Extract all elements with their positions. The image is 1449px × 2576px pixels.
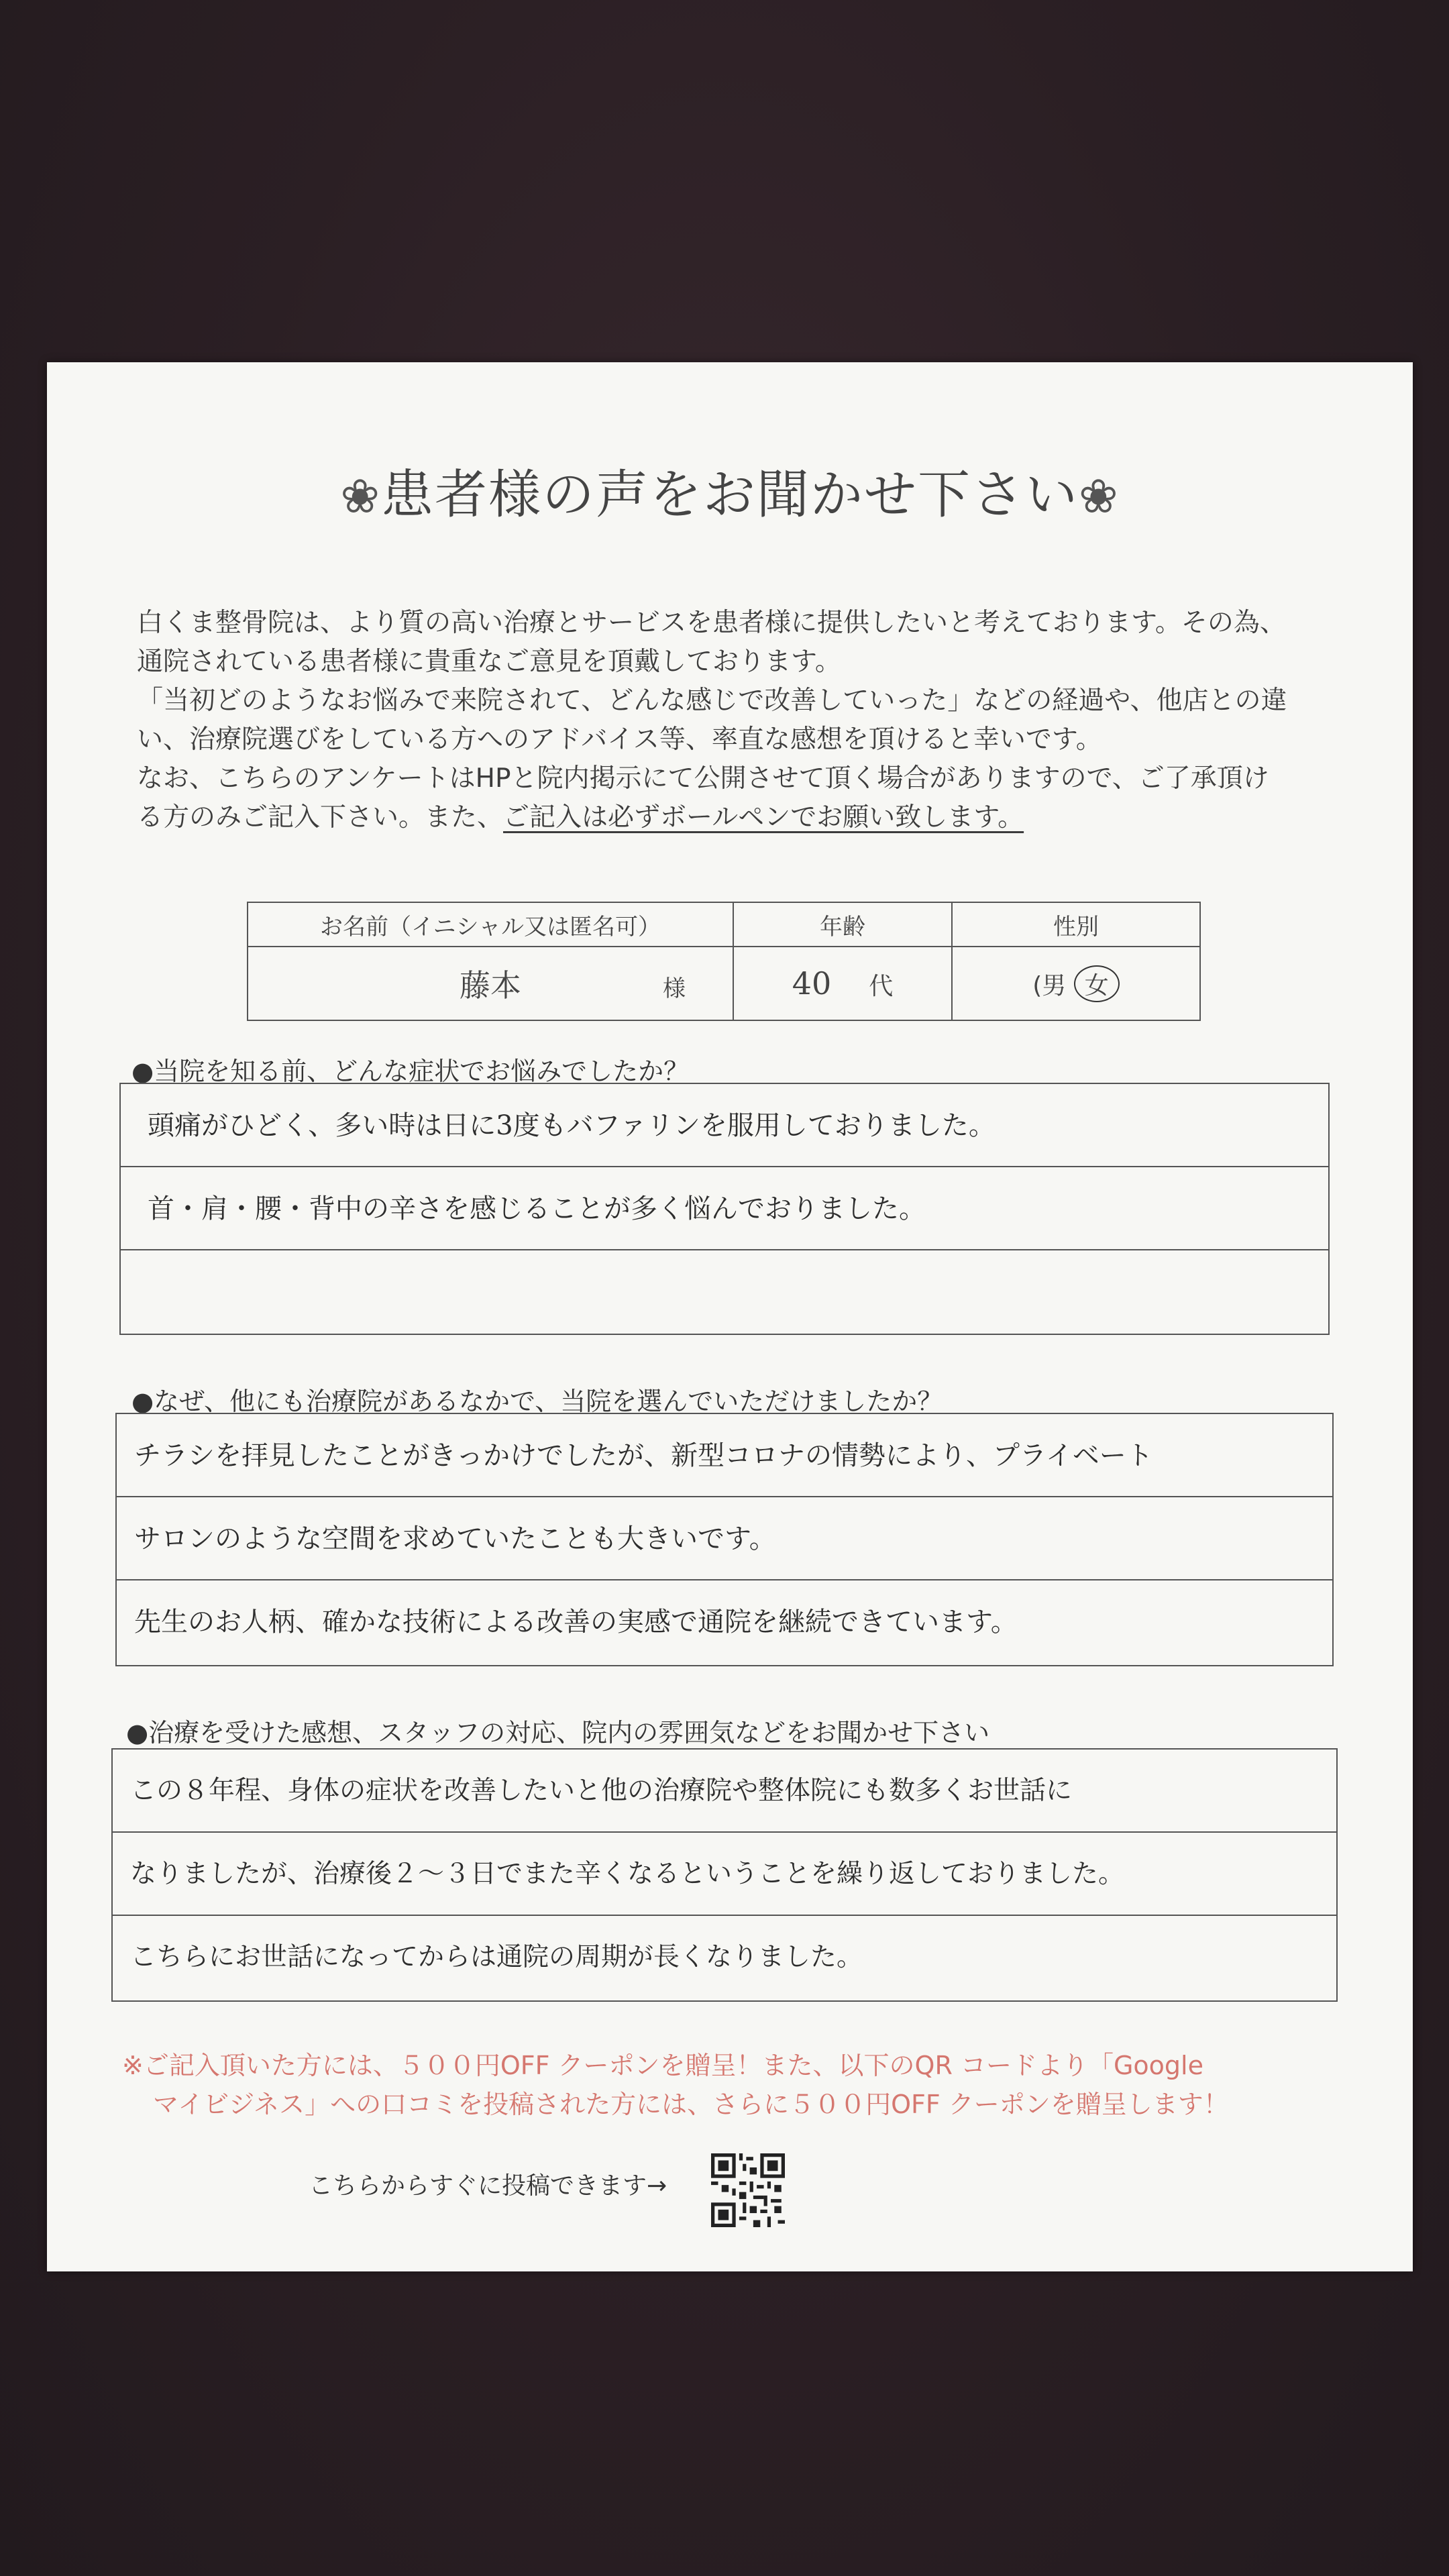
survey-sheet (47, 362, 1413, 2271)
gender-male: (男 (1032, 971, 1067, 1000)
intro-line: る方のみご記入下さい。また、ご記入は必ずボールペンでお願い致します。 (137, 802, 1024, 833)
page-title: ❀患者様の声をお聞かせ下さい❀ (340, 465, 1120, 525)
q1-heading: ●当院を知る前、どんな症状でお悩みでしたか？ (131, 1057, 690, 1086)
q3-line: この８年程、身体の症状を改善したいと他の治療院や整体院にも数多くお世話に (113, 1750, 1336, 1833)
qr-code-icon[interactable] (711, 2153, 785, 2227)
coupon-note (122, 2046, 1370, 2124)
q3-heading: ●治療を受けた感想、スタッフの対応、院内の雰囲気などをお聞かせ下さい (126, 1718, 990, 1748)
coupon-note-line: マイビジネス」への口コミを投稿された方には、さらに５００円OFF クーポンを贈呈します！ (153, 2090, 1229, 2119)
intro-line: 「当初どのようなお悩みで来院されて、どんな感じで改善していった」などの経過や、他店との違 (137, 686, 1287, 716)
q3-line: こちらにお世話になってからは通院の周期が長くなりました。 (130, 1942, 863, 1972)
name-header: お名前（イニシャル又は匿名可） (248, 902, 733, 947)
age-cell (733, 947, 952, 1020)
q2-line: チラシを拝見したことがきっかけでしたが、新型コロナの情勢により、プライベート (117, 1414, 1332, 1497)
patient-age: 40 (792, 965, 832, 1002)
intro-line: い、治療院選びをしている方へのアドバイス等、率直な感想を頂けると幸いです。 (137, 724, 1102, 755)
q2-answer-box (115, 1413, 1334, 1666)
q3-answer-box (111, 1748, 1338, 2002)
q2-line: サロンのような空間を求めていたことも大きいです。 (117, 1497, 1332, 1580)
intro-line: 白くま整骨院は、より質の高い治療とサービスを患者様に提供したいと考えております。その為、 (137, 608, 1286, 638)
q1-line: 頭痛がひどく、多い時は日に3度もバファリンを服用しておりました。 (121, 1084, 1328, 1167)
age-header: 年齢 (733, 902, 952, 947)
coupon-note-line: ※ご記入頂いた方には、５００円OFF クーポンを贈呈！また、以下のQR コードより「Google (122, 2051, 1203, 2080)
intro-line: 通院されている患者様に貴重なご意見を頂戴しております。 (137, 647, 841, 677)
gender-female-circled: 女 (1074, 965, 1120, 1002)
q1-line: 首・肩・腰・背中の辛さを感じることが多く悩んでおりました。 (121, 1167, 1328, 1250)
q3-line: なりましたが、治療後２～３日でまた辛くなるということを繰り返しておりました。 (113, 1833, 1336, 1916)
post-cta: こちらからすぐに投稿できます→ (309, 2172, 667, 2200)
ballpoint-notice: ご記入は必ずボールペンでお願い致します。 (503, 802, 1024, 833)
q2-heading: ●なぜ、他にも治療院があるなかで、当院を選んでいただけましたか？ (131, 1387, 943, 1416)
patient-name: 藤本 (460, 967, 521, 1004)
name-cell (248, 947, 733, 1020)
intro-text (137, 604, 1344, 837)
q1-answer-box (119, 1083, 1330, 1335)
gender-cell (952, 947, 1200, 1020)
flower-icon: ❀ (1079, 469, 1120, 524)
gender-header: 性別 (952, 902, 1200, 947)
flower-icon: ❀ (340, 469, 381, 524)
age-suffix: 代 (869, 973, 894, 1000)
name-suffix: 様 (663, 975, 686, 1002)
q2-line: 先生のお人柄、確かな技術による改善の実感で通院を継続できています。 (134, 1607, 1018, 1638)
q1-line (121, 1250, 1328, 1334)
patient-info-table (247, 902, 1201, 1021)
intro-line: なお、こちらのアンケートはHPと院内掲示にて公開させて頂く場合がありますので、ご了承頂け (137, 763, 1269, 794)
